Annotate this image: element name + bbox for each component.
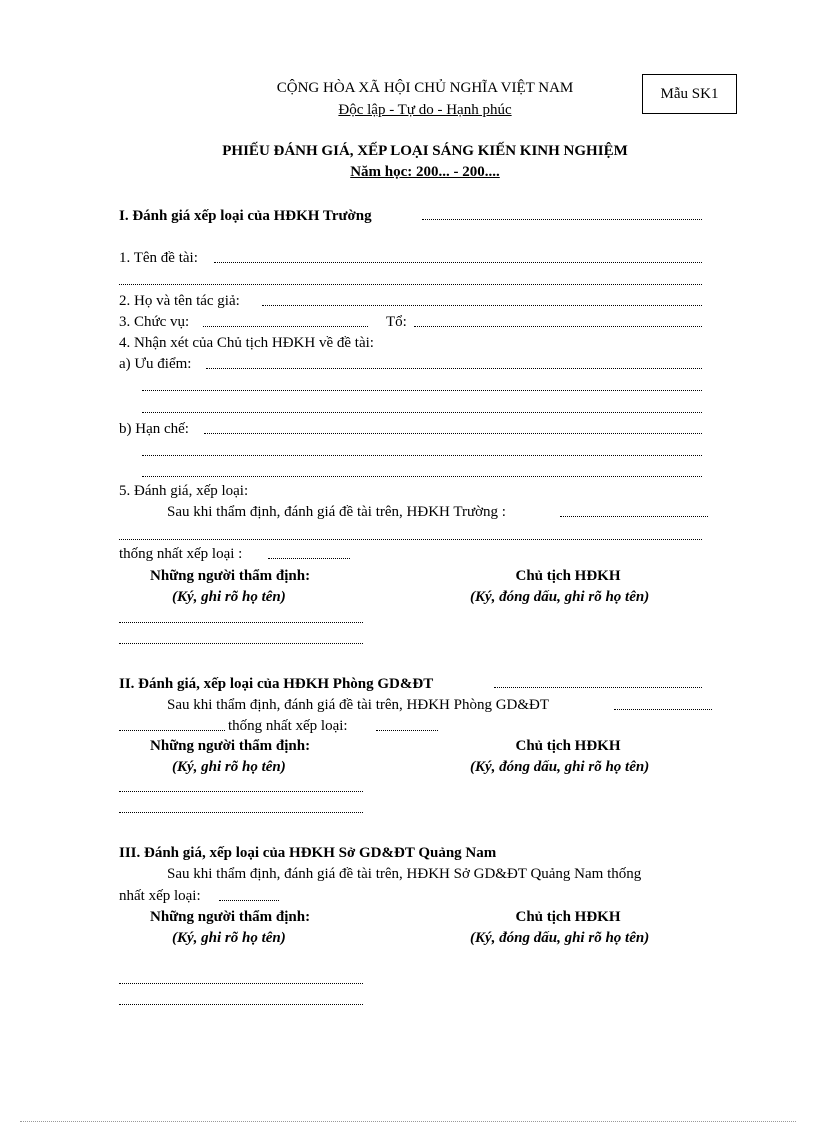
section3-heading: III. Đánh giá, xếp loại của HĐKH Sở GD&ĐT Quảng Nam [119,845,497,861]
section3-chair-note: (Ký, đóng dấu, ghi rõ họ tên) [470,930,650,946]
section1-chair-title: Chủ tịch HĐKH [515,568,621,584]
section2-appraisers-title: Những người thẩm định: [150,738,311,754]
strengths-label: a) Ưu điểm: [119,356,192,372]
section3-signature-line-1[interactable] [119,983,363,984]
section1-rating-line-2[interactable] [119,539,702,540]
rating-label: 5. Đánh giá, xếp loại: [119,483,249,499]
section2-rating-line-2[interactable] [119,730,225,731]
form-code-box: Mẫu SK1 [642,74,737,114]
section1-rating-text: Sau khi thẩm định, đánh giá đề tài trên, HĐKH Trường : [167,504,506,520]
section1-appraisers-note: (Ký, ghi rõ họ tên) [172,589,286,605]
section3-appraisers-note: (Ký, ghi rõ họ tên) [172,930,286,946]
section3-agreed-label: nhất xếp loại: [119,888,201,904]
section2-rating-text: Sau khi thẩm định, đánh giá đề tài trên, HĐKH Phòng GD&ĐT [167,697,550,713]
section1-signature-line-1[interactable] [119,622,363,623]
section1-signature-line-2[interactable] [119,643,363,644]
section1-grade-line[interactable] [268,558,350,559]
author-label: 2. Họ và tên tác giả: [119,293,240,309]
topic-line-2[interactable] [119,284,702,285]
section3-signature-line-2[interactable] [119,1004,363,1005]
section1-heading: I. Đánh giá xếp loại của HĐKH Trường [119,208,372,224]
team-line[interactable] [414,326,702,327]
section2-signature-line-2[interactable] [119,812,363,813]
section1-appraisers-title: Những người thẩm định: [150,568,311,584]
section3-appraisers-title: Những người thẩm định: [150,909,311,925]
section1-rating-line[interactable] [560,516,708,517]
section2-appraisers-note: (Ký, ghi rõ họ tên) [172,759,286,775]
strengths-line-3[interactable] [142,412,702,413]
section2-heading-line [494,687,702,688]
page-bottom-rule [20,1121,796,1122]
limits-line-1[interactable] [204,433,702,434]
section2-chair-note: (Ký, đóng dấu, ghi rõ họ tên) [470,759,650,775]
national-motto: Độc lập - Tự do - Hạnh phúc [338,102,512,118]
position-line[interactable] [203,326,368,327]
limits-line-2[interactable] [142,455,702,456]
country-name: CỘNG HÒA XÃ HỘI CHỦ NGHĨA VIỆT NAM [276,80,574,96]
position-label: 3. Chức vụ: [119,314,190,330]
topic-label: 1. Tên đề tài: [119,250,198,266]
comment-label: 4. Nhận xét của Chủ tịch HĐKH về đề tài: [119,335,374,351]
author-line[interactable] [262,305,702,306]
section3-rating-text: Sau khi thẩm định, đánh giá đề tài trên, HĐKH Sở GD&ĐT Quảng Nam thống [167,866,642,882]
section2-grade-line[interactable] [376,730,438,731]
limits-label: b) Hạn chế: [119,421,189,437]
strengths-line-2[interactable] [142,390,702,391]
topic-line-1[interactable] [214,262,702,263]
section2-agreed-label: thống nhất xếp loại: [228,718,348,734]
section2-signature-line-1[interactable] [119,791,363,792]
section1-agreed-label: thống nhất xếp loại : [119,546,243,562]
team-label: Tổ: [386,314,407,330]
section2-heading: II. Đánh giá, xếp loại của HĐKH Phòng GD&ĐT [119,676,434,692]
limits-line-3[interactable] [142,476,702,477]
section3-chair-title: Chủ tịch HĐKH [515,909,621,925]
strengths-line-1[interactable] [206,368,702,369]
section2-chair-title: Chủ tịch HĐKH [515,738,621,754]
form-title: PHIẾU ĐÁNH GIÁ, XẾP LOẠI SÁNG KIẾN KINH NGHIỆM [222,143,628,159]
section2-rating-line[interactable] [614,709,712,710]
section3-grade-line[interactable] [219,900,279,901]
school-year: Năm học: 200... - 200.... [350,164,500,180]
section1-heading-line [422,219,702,220]
section1-chair-note: (Ký, đóng dấu, ghi rõ họ tên) [470,589,650,605]
